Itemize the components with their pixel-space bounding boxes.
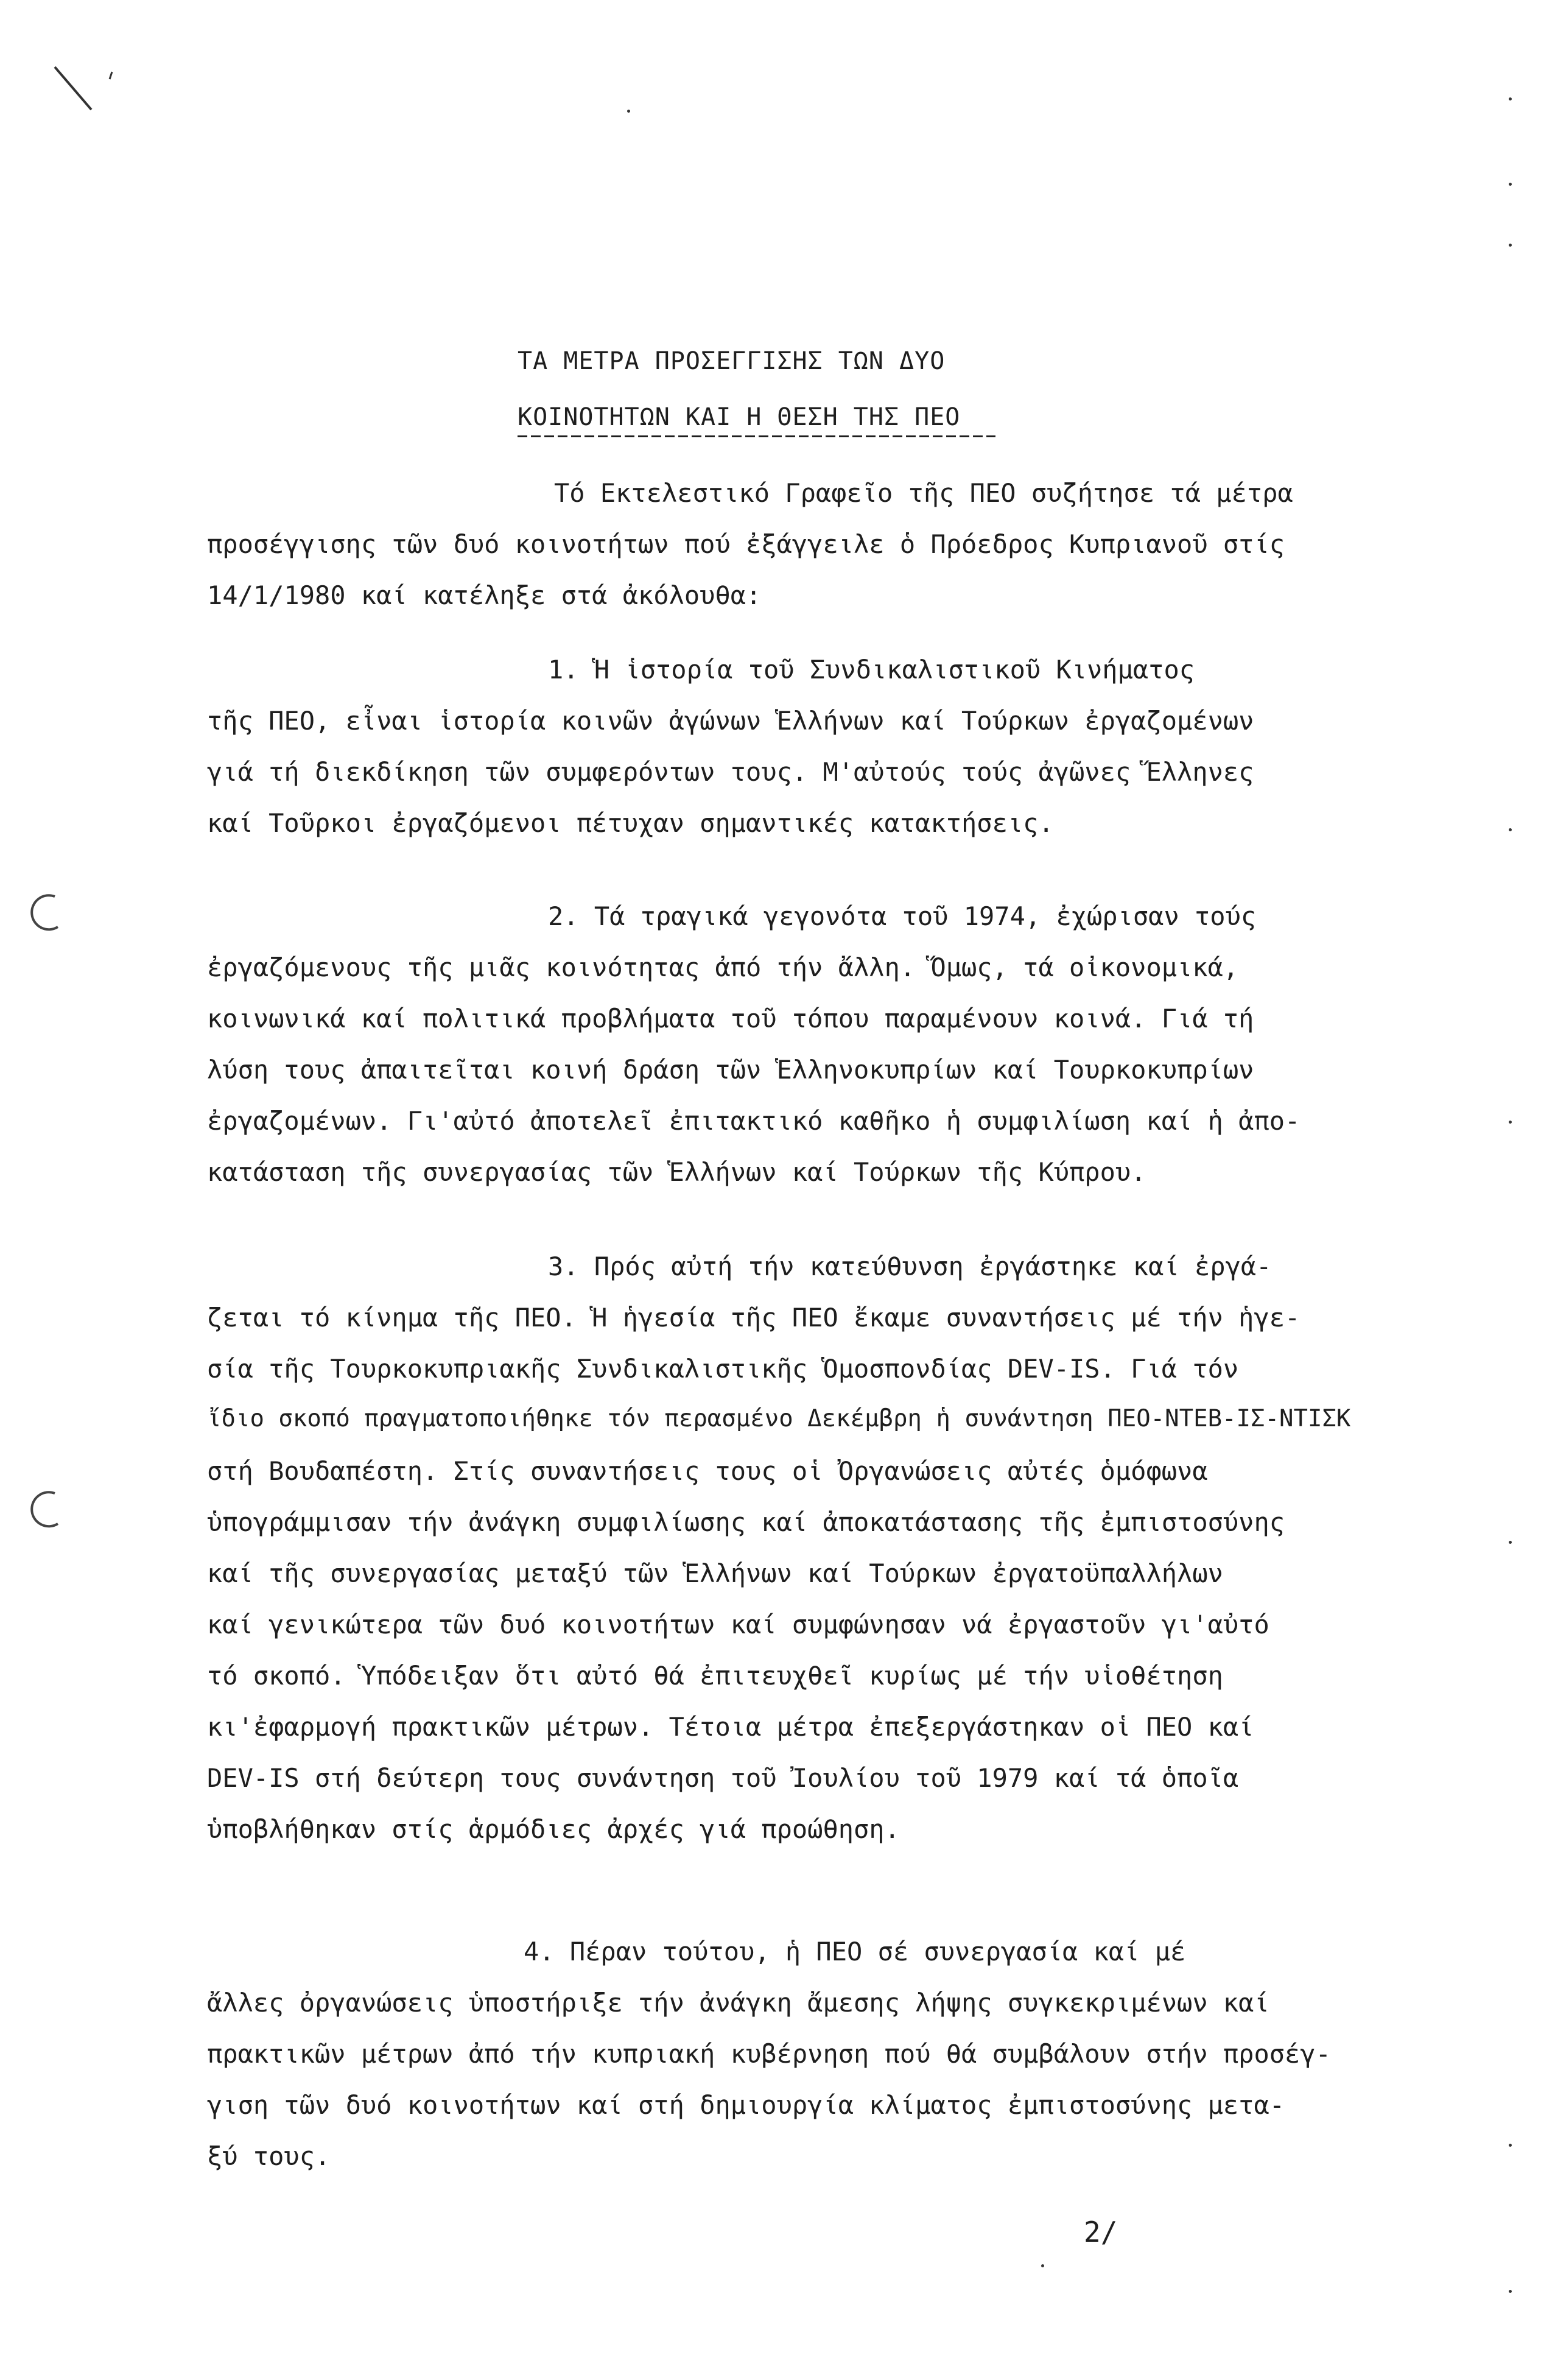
scan-speck [1041,2264,1044,2267]
page-number: 2/ [1084,2216,1118,2248]
text-line: ἴδιο σκοπό πραγματοποιήθηκε τόν περασμένο Δεκέμβρη ἡ συνάντηση ΠΕΟ-ΝΤΕΒ-ΙΣ-ΝΤΙΣΚ [207,1405,1351,1432]
scan-speck [627,110,630,113]
scan-speck [1509,183,1512,186]
text-line: καί Τοῦρκοι ἐργαζόμενοι πέτυχαν σημαντικές κατακτήσεις. [207,808,1054,838]
text-line: 4. Πέραν τούτου, ἡ ΠΕΟ σέ συνεργασία καί μέ [524,1937,1186,1966]
text-line: ζεται τό κίνημα τῆς ΠΕΟ. Ἡ ἡγεσία τῆς ΠΕΟ ἔκαμε συναντήσεις μέ τήν ἡγε- [207,1303,1301,1333]
corner-mark [49,43,134,116]
text-line: σία τῆς Τουρκοκυπριακῆς Συνδικαλιστικῆς Ὁμοσπονδίας DEV-IS. Γιά τόν [207,1354,1239,1384]
text-line: πρακτικῶν μέτρων ἀπό τήν κυπριακή κυβέρνηση πού θά συμβάλουν στήν προσέγ- [207,2039,1331,2069]
punch-hole-upper [24,889,67,938]
scan-speck [1509,2144,1512,2147]
text-line: 14/1/1980 καί κατέληξε στά ἀκόλουθα: [207,580,762,610]
text-line: λύση τους ἀπαιτεῖται κοινή δράση τῶν Ἑλληνοκυπρίων καί Τουρκοκυπρίων [207,1055,1254,1085]
text-line: ὑποβλήθηκαν στίς ἁρμόδιες ἀρχές γιά προώθηση. [207,1814,900,1844]
text-line: Τό Εκτελεστικό Γραφεῖο τῆς ΠΕΟ συζήτησε τά μέτρα [554,478,1293,508]
text-line: στή Βουδαπέστη. Στίς συναντήσεις τους οἱ Ὀργανώσεις αὐτές ὁμόφωνα [207,1456,1208,1486]
text-line: ὑπογράμμισαν τήν ἀνάγκη συμφιλίωσης καί ἀποκατάστασης τῆς ἐμπιστοσύνης [207,1507,1285,1537]
text-line: ἄλλες ὀργανώσεις ὑποστήριξε τήν ἀνάγκη ἄμεσης λήψης συγκεκριμένων καί [207,1988,1269,2018]
text-line: προσέγγισης τῶν δυό κοινοτήτων πού ἐξάγγειλε ὁ Πρόεδρος Κυπριανοῦ στίς [207,529,1285,559]
text-line: κατάσταση τῆς συνεργασίας τῶν Ἑλλήνων καί Τούρκων τῆς Κύπρου. [207,1157,1146,1187]
scan-speck [1509,1121,1512,1124]
scan-speck [1509,828,1512,831]
scan-speck [1509,97,1512,100]
text-line: ἐργαζομένων. Γι'αὐτό ἀποτελεῖ ἐπιτακτικό καθῆκο ἡ συμφιλίωση καί ἡ ἀπο- [207,1106,1301,1136]
text-line: ἐργαζόμενους τῆς μιᾶς κοινότητας ἀπό τήν ἄλλη. Ὅμως, τά οἰκονομικά, [207,952,1239,982]
page-title-line-2: ΚΟΙΝΟΤΗΤΩΝ ΚΑΙ Η ΘΕΣΗ ΤΗΣ ΠΕΟ [518,403,961,431]
text-line: καί τῆς συνεργασίας μεταξύ τῶν Ἑλλήνων καί Τούρκων ἐργατοϋπαλλήλων [207,1558,1223,1588]
text-line: 3. Πρός αὐτή τήν κατεύθυνση ἐργάστηκε καί ἐργά- [548,1252,1272,1281]
text-line: 2. Τά τραγικά γεγονότα τοῦ 1974, ἐχώρισαν τούς [548,901,1257,931]
text-line: κοινωνικά καί πολιτικά προβλήματα τοῦ τόπου παραμένουν κοινά. Γιά τή [207,1004,1254,1033]
text-line: γιση τῶν δυό κοινοτήτων καί στή δημιουργία κλίματος ἐμπιστοσύνης μετα- [207,2090,1285,2120]
punch-hole-lower [24,1486,67,1535]
text-line: 1. Ἡ ἱστορία τοῦ Συνδικαλιστικοῦ Κινήματος [548,655,1195,685]
text-line: γιά τή διεκδίκηση τῶν συμφερόντων τους. Μ'αὐτούς τούς ἀγῶνες Ἕλληνες [207,757,1254,787]
scan-speck [1509,1541,1512,1544]
scan-speck [1509,2290,1512,2293]
scan-speck [1509,244,1512,247]
text-line: τό σκοπό. Ὑπόδειξαν ὅτι αὐτό θά ἐπιτευχθεῖ κυρίως μέ τήν υἱοθέτηση [207,1661,1223,1691]
text-line: καί γενικώτερα τῶν δυό κοινοτήτων καί συμφώνησαν νά ἐργαστοῦν γι'αὐτό [207,1610,1269,1639]
page-title-line-1: ΤΑ ΜΕΤΡΑ ΠΡΟΣΕΓΓΙΣΗΣ ΤΩΝ ΔΥΟ [518,347,946,375]
text-line: DEV-IS στή δεύτερη τους συνάντηση τοῦ Ἰουλίου τοῦ 1979 καί τά ὁποῖα [207,1763,1239,1793]
text-line: κι'ἐφαρμογή πρακτικῶν μέτρων. Τέτοια μέτρα ἐπεξεργάστηκαν οἱ ΠΕΟ καί [207,1712,1254,1742]
text-line: ξύ τους. [207,2141,331,2171]
text-line: τῆς ΠΕΟ, εἶναι ἱστορία κοινῶν ἀγώνων Ἑλλήνων καί Τούρκων ἐργαζομένων [207,706,1254,736]
title-underline [518,435,995,437]
